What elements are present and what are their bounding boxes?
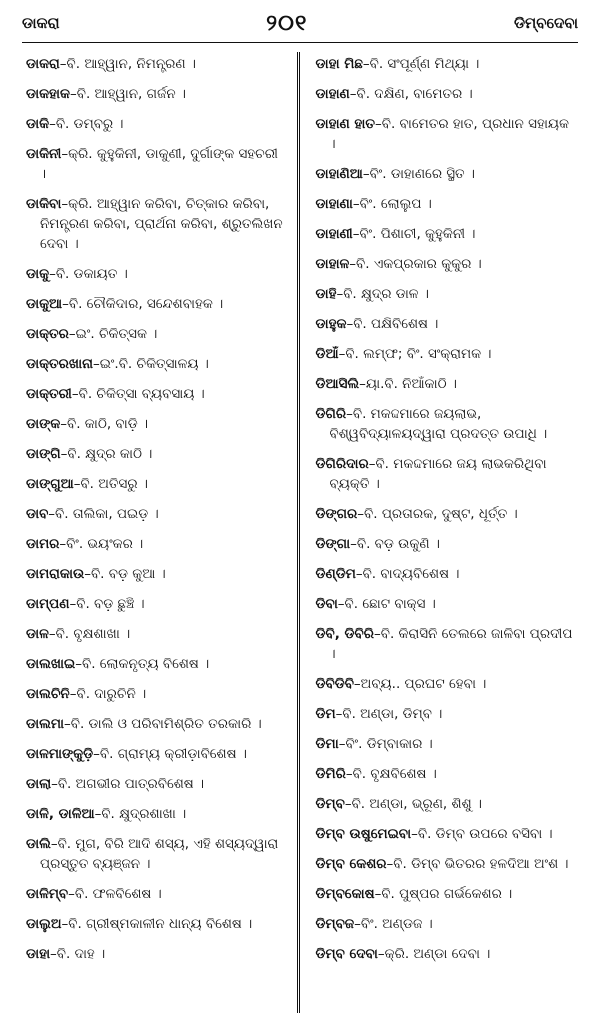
entry-definition: –ବିଂ. ଅଣ୍ଡଜ । [354,916,433,932]
dictionary-entry [316,734,577,754]
entry-definition: –ବି. ସଂପୂର୍ଣ୍ଣ ମିଥ୍ୟା । [362,56,480,72]
entry-headword: ଡାଲଖାଇ [26,656,76,672]
dictionary-entry [26,624,287,644]
entry-definition: –ବି. କ୍ଷୁଦ୍ର ଡାଳ । [336,286,429,302]
dictionary-entry [316,854,577,874]
entry-definition: –ବି. ବଡ଼ ଛୁଞ୍ଚି । [69,596,145,612]
entry-definition: –ବି. ଚୌକିଦାର, ସନ୍ଦେଶବାହକ । [62,296,224,312]
entry-definition: –ବିଂ. ଡାହାଣରେ ସ୍ଥିତ । [362,166,475,182]
dictionary-entry [316,624,577,664]
dictionary-entry [316,374,577,394]
dictionary-entry [26,654,287,674]
entry-headword: ଡାହା ମିଛ [315,56,363,72]
dictionary-entry [316,504,577,524]
entry-definition: –ବି. ଫଳବିଶେଷ । [68,886,162,902]
entry-headword: ଡାହା [26,946,51,962]
entry-definition: –ବି. ଲମ୍ଫ; ବିଂ. ସଂକ୍ରାମକ । [338,346,492,362]
dictionary-entry [316,914,577,934]
entry-headword: ଡାହାଣିଆ [315,166,363,182]
entry-definition: –ବି. କିରାସିନି ତେଲରେ ଜାଳିବା ପ୍ରଦୀପ । [329,626,573,662]
entry-definition: –କ୍ରି. କୁହୁକିନୀ, ଡାକୁଣୀ, ଦୁର୍ଗାଙ୍କ ସହଚରୀ । [40,146,278,182]
dictionary-entry [26,444,287,464]
dictionary-entry [26,914,287,934]
entry-definition: –ବି. ମକଦ୍ଦମାରେ ଜୟଲାଭ, ବିଶ୍ୱବିଦ୍ୟାଳୟଦ୍ୱାରା ପ୍ରଦତ୍ତ ଉପାଧି । [329,406,548,442]
entry-definition: –ବି. ଛୋଟ ବାକ୍ସ । [337,596,436,612]
dictionary-entry [316,884,577,904]
entry-definition: –ବିଂ. ଲୋଲୁପ । [352,196,432,212]
entry-headword: ଡାଲା [26,776,52,792]
dictionary-entry [316,164,577,184]
entry-headword: ଡାକିବା [26,196,62,212]
entry-headword: ଡାଳମାଙ୍କୁଡ଼ି [26,746,94,762]
entry-definition: –ବି. ପକ୍ଷିବିଶେଷ । [346,316,439,332]
dictionary-entry [26,714,287,734]
entry-definition: –ଇଂ. ଚିକିତ୍ସକ । [68,326,158,342]
dictionary-entry [316,764,577,784]
entry-definition: –ବି. ଅଗଭୀର ପାତ୍ରବିଶେଷ । [51,776,205,792]
dictionary-entry [316,54,577,74]
entry-definition: –ବି. ଅଣ୍ଡା, ଡିମ୍ବ । [335,706,443,722]
dictionary-entry [316,704,577,724]
entry-headword: ଡାହୁକ [315,316,347,332]
entry-definition: –ବିଂ. ଭୟଂକର । [59,536,144,552]
dictionary-entry [316,794,577,814]
right-column [300,52,579,1013]
entry-definition: –ବି. ମକଦ୍ଦମାରେ ଜୟ ଲାଭକରିଥିବା ବ୍ୟକ୍ତି । [329,456,547,492]
entry-definition: –କ୍ରି. ଆହ୍ୱାନ କରିବା, ଚିତ୍କାର କରିବା, ନିମନ୍ତ୍ରଣ କରିବା, ପ୍ରାର୍ଥନା କରିବା, ଶ୍ରୁତଲିଖନ ଦେବା । [40,196,283,252]
entry-definition: –କ୍ରି. ଅଣ୍ଡା ଦେବା । [377,946,491,962]
dictionary-entry [316,194,577,214]
dictionary-entry [26,504,287,524]
entry-definition: –ବି. ଚିକିତ୍ସା ବ୍ୟବସାୟ । [71,386,205,402]
entry-headword: ଡିମ୍ବଜ [315,916,355,932]
entry-headword: ଡାମରାକାଉ [26,566,85,582]
entry-definition: –ବି. ବାମେତର ହାତ, ପ୍ରଧାନ ସହାୟକ । [329,116,570,152]
dictionary-entry [26,594,287,614]
entry-definition: –ବି. ଦକ୍ଷିଣ, ବାମେତର । [349,86,473,102]
entry-headword: ଡାଳି, ଡାଳିଆ [26,806,95,822]
entry-definition: –ବି. ପୁଷ୍ପର ଗର୍ଭକେଶର । [374,886,513,902]
dictionary-entry [316,534,577,554]
entry-headword: ଡାକ୍ତରୀ [26,386,72,402]
entry-headword: ଡାହାଣ [315,86,350,102]
entry-headword: ଡାଙ୍ଗୁଆ [26,476,74,492]
entry-definition: –ବି. ବାଦ୍ୟବିଶେଷ । [355,566,460,582]
entry-headword: ଡିମ୍ବ ଉଷୁମେଇବା [315,826,412,842]
entry-headword: ଡିବିଡିବି [315,676,354,692]
dictionary-entry [316,454,577,494]
dictionary-entry [26,324,287,344]
dictionary-entry [316,564,577,584]
entry-definition: –ବି. ଆହ୍ୱାନ, ଗର୍ଜନ । [69,86,186,102]
entry-definition: –ବି. ଡମ୍ବରୁ । [49,116,124,132]
dictionary-entry [26,534,287,554]
entry-definition: –ବି. ଡିମ୍ବ ଭିତରର ହଳଦିଆ ଅଂଶ । [386,856,569,872]
dictionary-entry [26,294,287,314]
dictionary-entry [316,344,577,364]
entry-headword: ଡାକୁଆ [26,296,63,312]
dictionary-entry [316,84,577,104]
dictionary-entry [316,254,577,274]
entry-definition: –ବି. ଡକାୟତ । [49,266,128,282]
entry-definition: –ବି. ଦାରୁଚିନି । [69,686,147,702]
entry-headword: ଡାହାଳ [315,256,350,272]
entry-definition: –ବି. ଆହ୍ୱାନ, ନିମନ୍ତ୍ରଣ । [59,56,196,72]
header-rule [22,42,578,43]
entry-headword: ଡିମ୍ବ [315,796,345,812]
dictionary-entry [26,804,287,824]
entry-definition: –ବି. ମୁଗ, ବିରି ଆଦି ଶସ୍ୟ, ଏହି ଶସ୍ୟଦ୍ୱାରା ପ୍ରସ୍ତୁତ ବ୍ୟଞ୍ଜନ । [40,836,279,872]
entry-definition: –ବି. କ୍ଷୁଦ୍ର କାଠି । [60,446,153,462]
dictionary-entry [26,264,287,284]
entry-headword: ଡାଳିମ୍ବ [26,886,69,902]
dictionary-entry [316,224,577,244]
dictionary-entry [316,114,577,154]
dictionary-entry [316,944,577,964]
entry-headword: ଡାଙ୍କ [26,416,61,432]
entry-headword: ଡିମିରି [315,766,346,782]
dictionary-entry [26,144,287,184]
dictionary-entry [316,824,577,844]
entry-headword: ଡାମ୍ପଣ [26,596,70,612]
entry-headword: ଡାକରା [26,56,60,72]
entry-headword: ଡାଲୁଅ [26,916,62,932]
entry-headword: ଡାହାଣ ହାତ [315,116,376,132]
dictionary-entry [316,314,577,334]
entry-headword: ଡାକୁ [26,266,50,282]
entry-headword: ଡାଙ୍ଗି [26,446,61,462]
dictionary-entry [316,674,577,694]
entry-headword: ଡିମ୍ବ ଦେବା [315,946,378,962]
dictionary-entry [316,284,577,304]
entry-headword: ଡିଣ୍ଡିମ [315,566,356,582]
right-guide-word: ଡିମ୍ବଦେବା [513,14,578,32]
entry-definition: –ବି. ଅତିସରୁ । [73,476,148,492]
left-column [22,52,297,1013]
page-header [22,6,578,40]
dictionary-entry [26,384,287,404]
entry-headword: ଡାକ୍ତର [26,326,69,342]
dictionary-entry [316,594,577,614]
entry-headword: ଡିବା [315,596,338,612]
entry-definition: –ବି. ଡିମ୍ବ ଉପରେ ବସିବା । [411,826,553,842]
left-guide-word: ଡାକରା [22,14,60,32]
entry-definition: –ବି. ବୃକ୍ଷଶାଖା । [48,626,131,642]
entry-definition: –ଅବ୍ୟ.. ପ୍ରଘଟ ହେବା । [353,676,487,692]
entry-definition: –ବି. ବୃକ୍ଷବିଶେଷ । [345,766,437,782]
entry-headword: ଡିମ [315,706,336,722]
dictionary-entry [26,114,287,134]
entry-headword: ଡାକ୍ତରଖାନା [26,356,93,372]
entry-headword: ଡାହି [315,286,337,302]
entry-definition: –ବି. ତାଲିକା, ପଇଡ଼ । [48,506,159,522]
dictionary-entry [26,414,287,434]
entry-headword: ଡାମର [26,536,60,552]
entry-headword: ଡାହାଣୀ [315,226,353,242]
dictionary-entry [26,564,287,584]
dictionary-entry [26,684,287,704]
entry-definition: –ବି. ଲୋକନୃତ୍ୟ ବିଶେଷ । [75,656,210,672]
entry-headword: ଡିଙ୍ଗର [315,506,358,522]
entry-definition: –ବି. ପ୍ରତାରକ, ଦୁଷ୍ଟ, ଧୂର୍ତ୍ତ । [357,506,518,522]
dictionary-entry [316,404,577,444]
entry-definition: –ବି. ଡାଲି ଓ ପରିବାମିଶ୍ରିତ ତରକାରି । [64,716,262,732]
entry-definition: –ବି. ଏକପ୍ରକାର କୁକୁର । [349,256,482,272]
entry-headword: ଡିଆଁ [315,346,339,362]
entry-headword: ଡିମା [315,736,339,752]
entry-definition: –ବି. ବଡ଼ ଉକୁଣି । [350,536,440,552]
entry-headword: ଡିମ୍ବକୋଷ [315,886,375,902]
dictionary-entry [26,744,287,764]
dictionary-entry [26,84,287,104]
entry-definition: –ବିଂ. ଡିମ୍ବାକାର । [338,736,433,752]
entry-headword: ଡିଙ୍ଗା [315,536,351,552]
entry-definition: –ଇଂ.ବି. ଚିକିତ୍ସାଳୟ । [92,356,209,372]
dictionary-entry [26,834,287,874]
entry-headword: ଡିଗିରିଦାର [315,456,369,472]
dictionary-entry [26,944,287,964]
entry-headword: ଡିମ୍ବ କେଶର [315,856,387,872]
entry-definition: –ବିଂ. ପିଶାଚୀ, କୁହୁକିନୀ । [352,226,476,242]
dictionary-entry [26,884,287,904]
entry-definition: –ବି. କାଠି, ବାଡ଼ି । [60,416,149,432]
entry-headword: ଡାବ [26,506,49,522]
dictionary-entry [26,774,287,794]
entry-definition: –ବି. କ୍ଷୁଦ୍ରଶାଖା । [94,806,187,822]
entry-headword: ଡିଗିରି [315,406,347,422]
page-number: ୨୦୧ [266,10,308,36]
entry-headword: ଡାହାଣା [315,196,353,212]
entry-definition: –ବି. ଗ୍ରୀଷ୍ମକାଳୀନ ଧାନ୍ୟ ବିଶେଷ । [61,916,253,932]
entry-definition: –ବି. ଅଣ୍ଡା, ଭ୍ରୂଣ, ଶିଶୁ । [344,796,482,812]
entry-headword: ଡାକହାକ [26,86,70,102]
entry-headword: ଡାଲମା [26,716,65,732]
entry-definition: –ବି. ଗ୍ରାମ୍ୟ କ୍ରୀଡ଼ାବିଶେଷ । [93,746,247,762]
dictionary-entry [26,474,287,494]
entry-columns [22,52,578,1013]
dictionary-entry [26,54,287,74]
entry-headword: ଡାକିନୀ [26,146,62,162]
entry-definition: –ବି. ଦାହ । [50,946,106,962]
entry-headword: ଡାଲି [26,836,51,852]
entry-definition: –ବି. ବଡ଼ କୁଆ । [84,566,166,582]
entry-headword: ଡାଲଚିନି [26,686,70,702]
entry-headword: ଡାକି [26,116,50,132]
entry-headword: ଡାଳ [26,626,49,642]
entry-definition: –ୟା.ବି. ନିଆଁକାଠି । [359,376,457,392]
entry-headword: ଡିବି, ଡିବିରି [315,626,374,642]
entry-headword: ଡିଆସିଲି [315,376,360,392]
dictionary-entry [26,194,287,254]
dictionary-entry [26,354,287,374]
